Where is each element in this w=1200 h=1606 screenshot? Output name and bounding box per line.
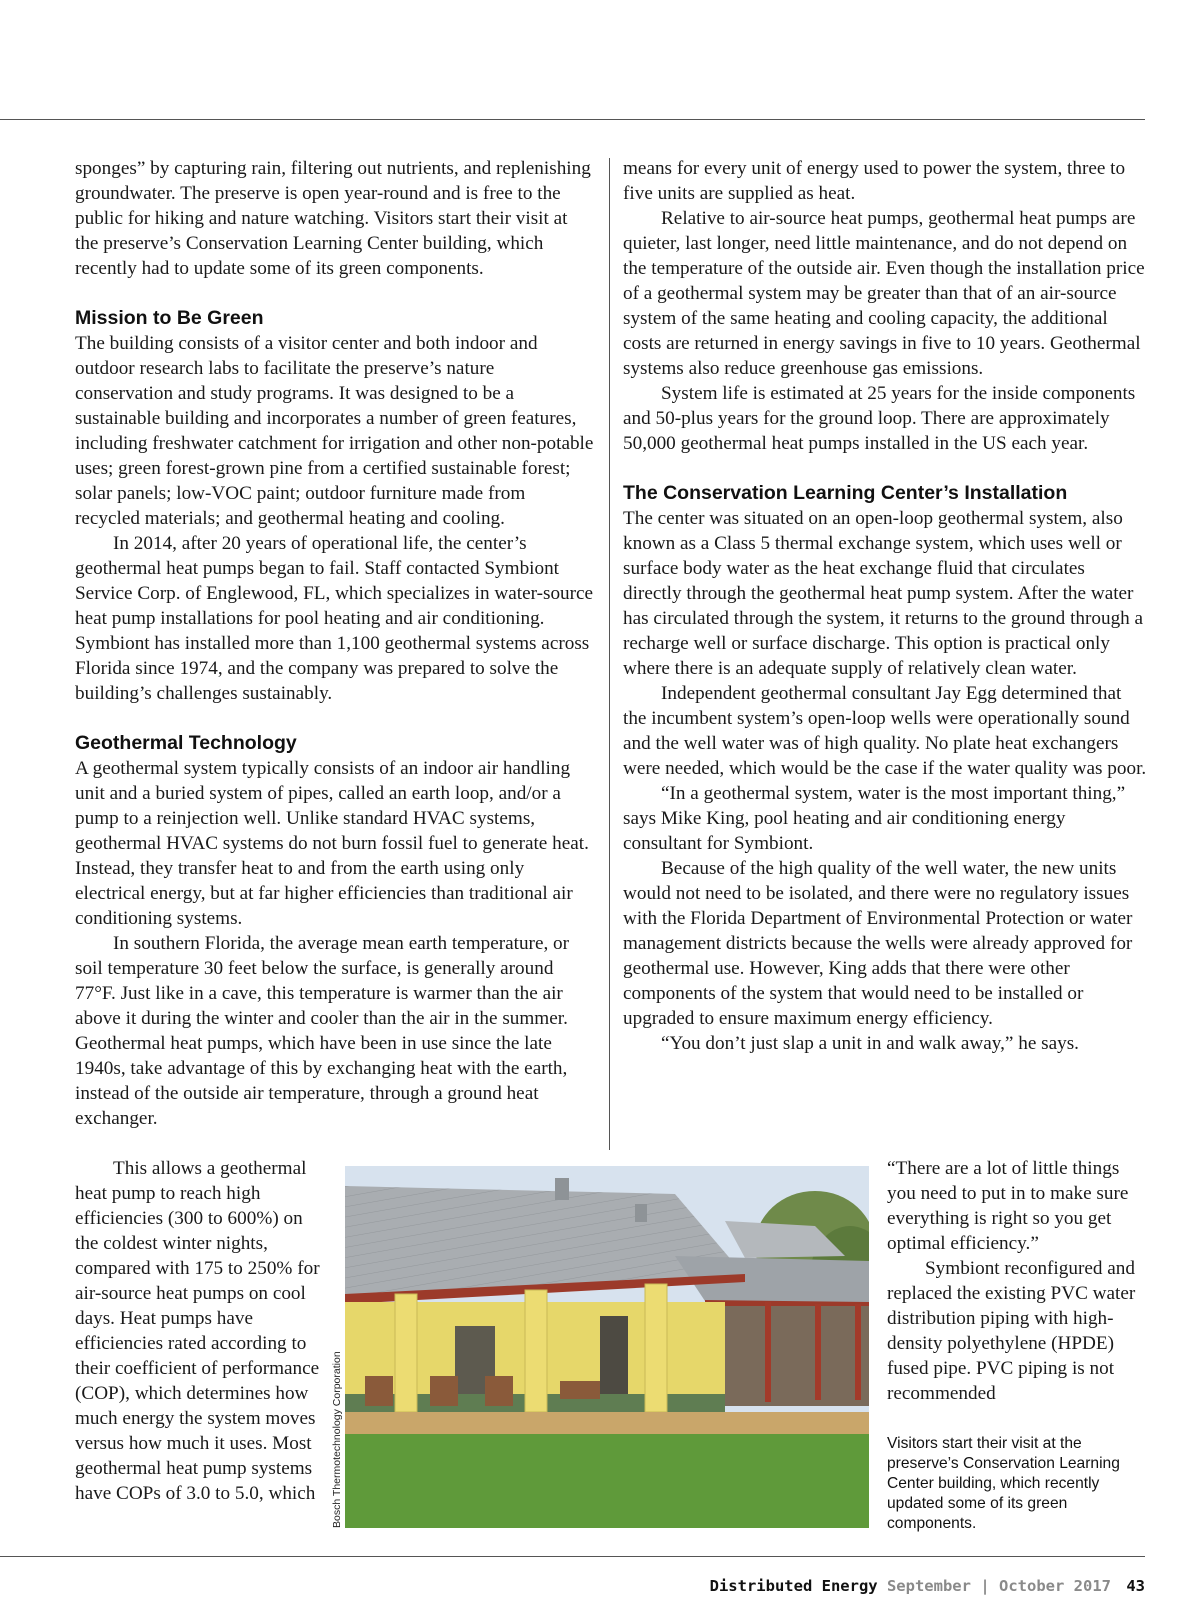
- left-wrap-text: [75, 1156, 327, 1506]
- body-paragraph: A geothermal system typically consists of an indoor air handling unit and a buried system of pipes, called an earth loop, and/or a pump to a reinjection well. Unlike standard HVAC systems, geothermal HVAC systems do not burn fossil fuel to generate heat. Instead, they transfer heat to and from the earth using only electrical energy, but at far higher efficiencies than traditional air conditioning systems.: [75, 758, 589, 929]
- body-paragraph: “In a geothermal system, water is the most important thing,” says Mike King, pool heating and air conditioning energy consultant for Symbiont.: [623, 783, 1126, 854]
- right-wrap-text: [887, 1156, 1149, 1406]
- roof-vent: [555, 1178, 569, 1200]
- photo-credit: Bosch Thermotechnology Corporation: [331, 1351, 343, 1528]
- body-paragraph: “There are a lot of little things you need to put in to make sure everything is right so you get optimal efficiency.”: [887, 1158, 1129, 1254]
- issue-separator: |: [980, 1577, 990, 1595]
- right-column: [623, 156, 1148, 1056]
- issue-months: September: [886, 1577, 971, 1595]
- body-paragraph: Relative to air-source heat pumps, geothermal heat pumps are quieter, last longer, need little maintenance, and do not depend on the temperature of the outside air. Even though the installation price of a geothermal system may be greater than that of an air-source system of the same heating and cooling capacity, the additional costs are returned in energy savings in five to 10 years. Geothermal systems also reduce greenhouse gas emissions.: [623, 208, 1145, 379]
- rocking-chair: [430, 1376, 458, 1406]
- body-paragraph: Because of the high quality of the well water, the new units would not need to be isolated, and there were no regulatory issues with the Florida Department of Environmental Protection or water management districts because the wells were already approved for geothermal use. However, King adds that there were other components of the system that would need to be installed or upgraded to ensure maximum energy efficiency.: [623, 858, 1133, 1029]
- mulch-bed: [345, 1412, 869, 1436]
- issue-date: October 2017: [999, 1577, 1111, 1595]
- photo-caption: Visitors start their visit at the preserve’s Conservation Learning Center building, which recently updated some of its green components.: [887, 1435, 1120, 1532]
- page-footer: [710, 1577, 1145, 1595]
- intro-paragraph: sponges” by capturing rain, filtering out nutrients, and replenishing groundwater. The preserve is open year-round and is free to the public for hiking and nature watching. Visitors start their visit at the preserve’s Conservation Learning Center building, which recently had to update some of its green components.: [75, 158, 591, 279]
- building-illustration: [345, 1166, 869, 1528]
- section-heading-geothermal-technology: Geothermal Technology: [75, 732, 297, 754]
- lawn: [345, 1434, 869, 1528]
- section-heading-installation: The Conservation Learning Center’s Installation: [623, 482, 1068, 504]
- bottom-rule: [0, 1556, 1145, 1557]
- roof-vent: [635, 1204, 647, 1222]
- body-paragraph: This allows a geothermal heat pump to reach high efficiencies (300 to 600%) on the coldest winter nights, compared with 175 to 250% for air-source heat pumps on cool days. Heat pumps have efficiencies rated according to their coefficient of performance (COP), which determines how much energy the system moves versus how much it uses. Most geothermal heat pump systems have COPs of 3.0 to 5.0, which: [75, 1158, 320, 1504]
- breezeway: [725, 1306, 869, 1406]
- porch-column: [525, 1290, 547, 1412]
- body-paragraph: “You don’t just slap a unit in and walk away,” he says.: [661, 1033, 1079, 1054]
- red-post: [765, 1302, 771, 1402]
- door: [600, 1316, 628, 1396]
- rocking-chair: [365, 1376, 393, 1406]
- body-paragraph: In 2014, after 20 years of operational life, the center’s geothermal heat pumps began to fail. Staff contacted Symbiont Service Corp. of Englewood, FL, which specializes in water-source heat pump installations for pool heating and air conditioning. Symbiont has installed more than 1,100 geothermal systems across Florida since 1974, and the company was prepared to solve the building’s challenges sustainably.: [75, 533, 594, 704]
- body-paragraph: The center was situated on an open-loop geothermal system, also known as a Class 5 thermal exchange system, which uses well or surface body water as the heat exchange fluid that circulates directly through the geothermal heat pump system. After the water has circulated through the system, it returns to the ground through a recharge well or surface discharge. This option is practical only where there is an adequate supply of relatively clean water.: [623, 508, 1144, 679]
- body-paragraph: System life is estimated at 25 years for the inside components and 50-plus years for the ground loop. There are approximately 50,000 geothermal heat pumps installed in the US each year.: [623, 383, 1136, 454]
- red-post: [855, 1304, 861, 1400]
- bench: [560, 1381, 600, 1399]
- publication-name: Distributed Energy: [709, 1577, 878, 1595]
- body-paragraph: The building consists of a visitor center and both indoor and outdoor research labs to facilitate the preserve’s nature conservation and study programs. It was designed to be a sustainable building and incorporates a number of green features, including freshwater catchment for irrigation and other non-potable uses; green forest-grown pine from a certified sustainable forest; solar panels; low-VOC paint; outdoor furniture made from recycled materials; and geothermal heating and cooling.: [75, 333, 594, 529]
- body-paragraph: means for every unit of energy used to power the system, three to five units are supplied as heat.: [623, 158, 1126, 204]
- porch-column: [645, 1284, 667, 1412]
- rocking-chair: [485, 1376, 513, 1406]
- section-heading-mission: Mission to Be Green: [75, 307, 264, 329]
- body-paragraph: Symbiont reconfigured and replaced the existing PVC water distribution piping with high-density polyethylene (HPDE) fused pipe. PVC piping is not recommended: [887, 1258, 1136, 1404]
- building-photo: [345, 1166, 869, 1528]
- body-paragraph: Independent geothermal consultant Jay Egg determined that the incumbent system’s open-loop wells were operationally sound and the well water was of high quality. No plate heat exchangers were needed, which would be the case if the water quality was poor.: [623, 683, 1147, 779]
- left-column: [75, 156, 595, 1131]
- porch-column: [395, 1294, 417, 1412]
- body-paragraph: In southern Florida, the average mean earth temperature, or soil temperature 30 feet below the surface, is generally around 77°F. Just like in a cave, this temperature is warmer than the air above it during the winter and cooler than the air in the summer. Geothermal heat pumps, which have been in use since the late 1940s, take advantage of this by exchanging heat with the earth, instead of the outside air temperature, through a ground heat exchanger.: [75, 933, 570, 1129]
- column-divider: [609, 158, 610, 1150]
- top-rule: [0, 119, 1145, 120]
- page-number: 43: [1126, 1577, 1145, 1595]
- red-post: [815, 1304, 821, 1400]
